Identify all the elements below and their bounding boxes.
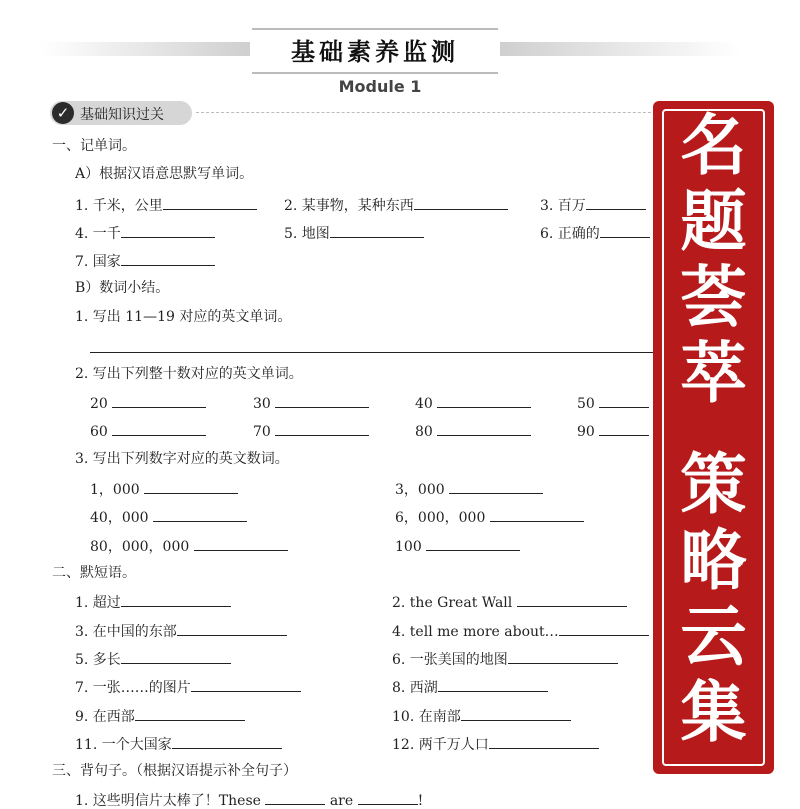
banner-char: 荟 xyxy=(680,259,747,336)
check-circle-icon: ✓ xyxy=(52,102,74,124)
banner-char: 策 xyxy=(680,446,747,523)
tens-item: 70 xyxy=(253,422,369,440)
tens-item: 50 xyxy=(577,394,649,412)
number-item: 1，000 xyxy=(90,480,238,498)
number-item: 3，000 xyxy=(395,480,543,498)
number-item: 6，000，000 xyxy=(395,508,584,526)
banner-char: 萃 xyxy=(680,335,747,412)
page-title: 基础素养监测 xyxy=(291,38,459,66)
answer-line xyxy=(90,352,653,353)
section-divider xyxy=(196,112,676,113)
tens-item: 40 xyxy=(415,394,531,412)
phrase-item: 2. the Great Wall xyxy=(392,593,627,611)
tens-item: 80 xyxy=(415,422,531,440)
q2-heading: 二、默短语。 xyxy=(52,565,136,581)
phrase-item: 3. 在中国的东部 xyxy=(75,622,287,640)
section-label: 基础知识过关 xyxy=(80,107,164,123)
q1a-item: 4. 一千 xyxy=(75,224,215,242)
q1-heading: 一、记单词。 xyxy=(52,138,136,154)
tens-item: 30 xyxy=(253,394,369,412)
number-item: 80，000，000 xyxy=(90,537,288,555)
phrase-item: 6. 一张美国的地图 xyxy=(392,650,618,668)
header-band-left xyxy=(40,42,250,56)
q1a-item: 7. 国家 xyxy=(75,252,215,270)
tens-item: 60 xyxy=(90,422,206,440)
q1a-item: 2. 某事物，某种东西 xyxy=(284,196,508,214)
q1-partB-label: B）数词小结。 xyxy=(75,280,170,296)
tens-item: 20 xyxy=(90,394,206,412)
q1-partA-label: A）根据汉语意思默写单词。 xyxy=(75,166,254,182)
q1b-sub3: 3. 写出下列数字对应的英文数词。 xyxy=(75,451,289,467)
q1a-item: 1. 千米，公里 xyxy=(75,196,257,214)
phrase-item: 7. 一张……的图片 xyxy=(75,678,301,696)
phrase-item: 8. 西湖 xyxy=(392,678,548,696)
banner-char: 略 xyxy=(680,522,747,599)
phrase-item: 11. 一个大国家 xyxy=(75,735,282,753)
q1b-sub1: 1. 写出 11—19 对应的英文单词。 xyxy=(75,309,292,325)
phrase-item: 1. 超过 xyxy=(75,593,231,611)
phrase-item: 12. 两千万人口 xyxy=(392,735,599,753)
banner-char: 集 xyxy=(680,674,747,751)
phrase-item: 5. 多长 xyxy=(75,650,231,668)
phrase-item: 9. 在西部 xyxy=(75,707,245,725)
phrase-item: 10. 在南部 xyxy=(392,707,571,725)
q1a-item: 6. 正确的 xyxy=(540,224,650,242)
number-item: 100 xyxy=(395,537,520,555)
phrase-item: 4. tell me more about… xyxy=(392,622,649,640)
q1a-item: 3. 百万 xyxy=(540,196,646,214)
q3-heading: 三、背句子。（根据汉语提示补全句子） xyxy=(52,763,297,779)
tens-item: 90 xyxy=(577,422,649,440)
q1a-item: 5. 地图 xyxy=(284,224,424,242)
banner-char: 云 xyxy=(680,598,747,675)
header-band-right xyxy=(500,42,740,56)
module-label: Module 1 xyxy=(338,77,422,96)
banner-char: 名 xyxy=(680,107,747,184)
sentence-item: 1. 这些明信片太棒了！These are ! xyxy=(75,793,424,809)
q1b-sub2: 2. 写出下列整十数对应的英文单词。 xyxy=(75,366,303,382)
number-item: 40，000 xyxy=(90,508,247,526)
banner-char: 题 xyxy=(680,183,747,260)
